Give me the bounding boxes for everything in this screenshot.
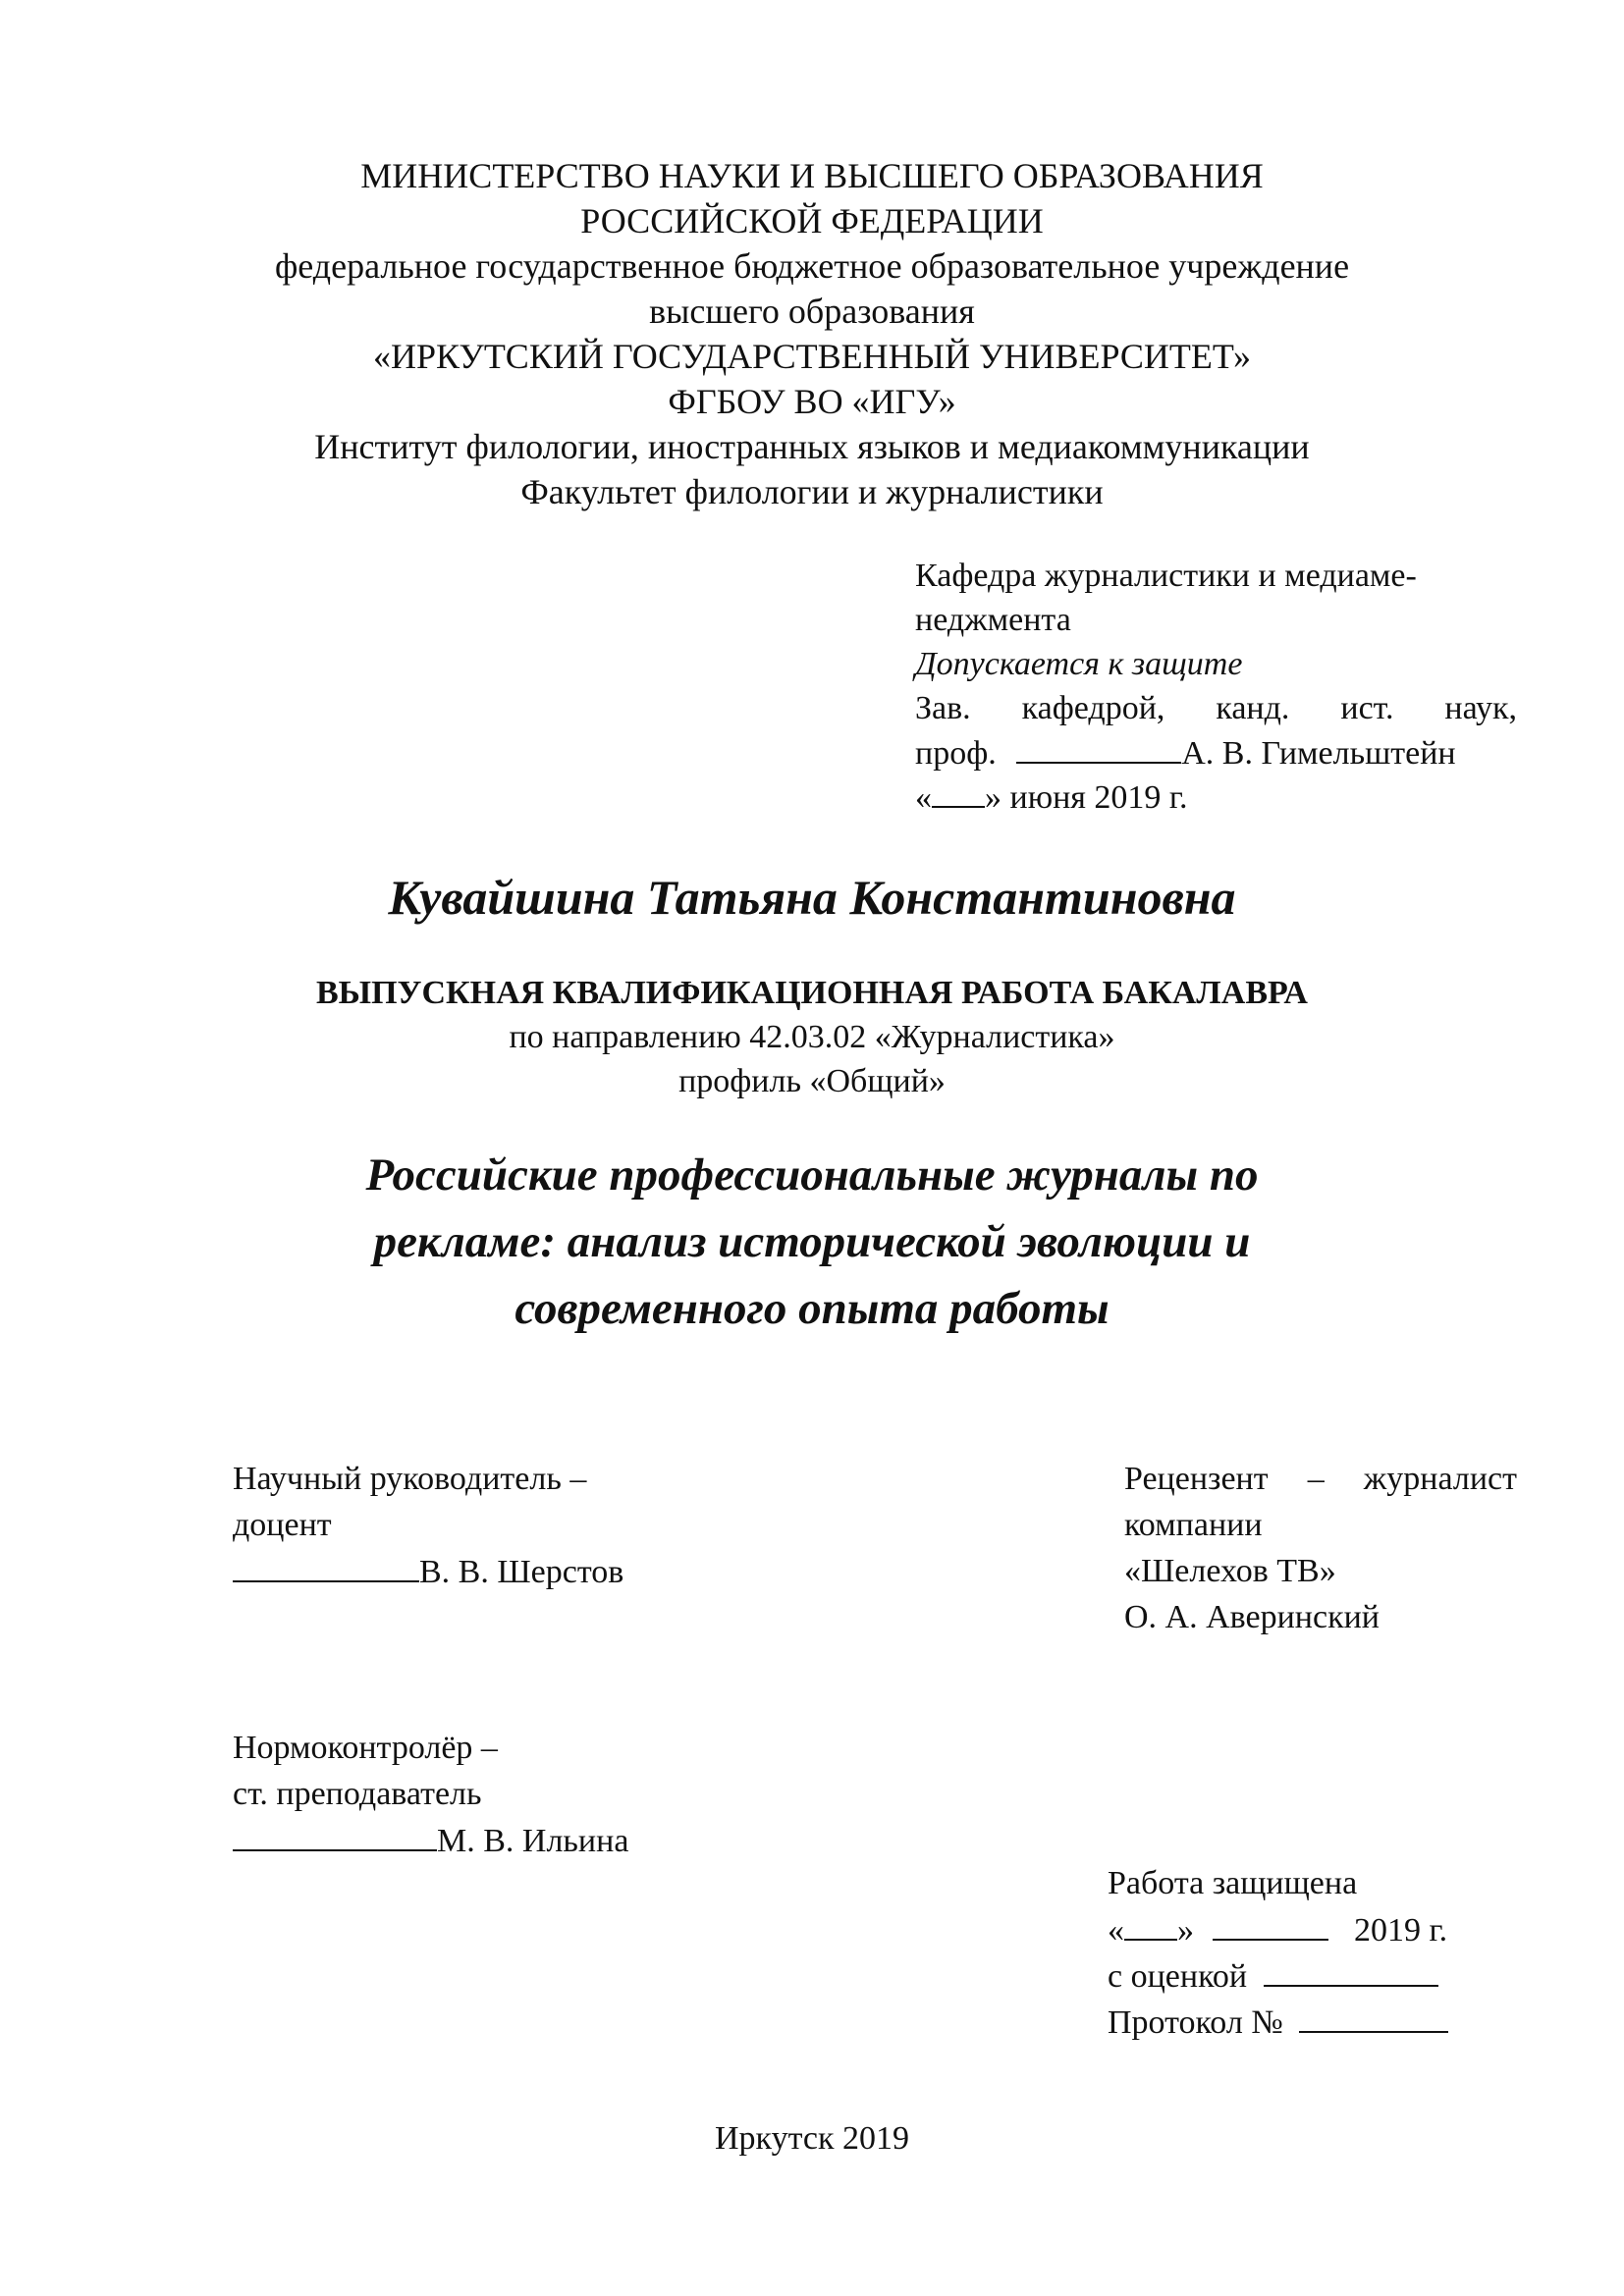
supervisor-role: Научный руководитель – [233,1461,587,1497]
professor-name: А. В. Гимельштейн [1181,735,1456,772]
faculty-name: Факультет филологии и журналистики [520,472,1104,511]
university-name: «ИРКУТСКИЙ ГОСУДАРСТВЕННЫЙ УНИВЕРСИТЕТ» [373,337,1251,376]
supervisor-signature-line [233,1553,623,1591]
signature-blank [233,1822,437,1851]
reviewer-dash: – [1307,1461,1325,1497]
work-type: ВЫПУСКНАЯ КВАЛИФИКАЦИОННАЯ РАБОТА БАКАЛАВРА [316,975,1308,1011]
protocol-line [1108,2003,1448,2042]
prof-prefix: проф. [915,735,997,772]
topic-line-2: рекламе: анализ исторической эволюции и [373,1216,1251,1267]
university-abbr: ФГБОУ ВО «ИГУ» [668,382,956,421]
signature-blank [1016,734,1181,764]
grade-label: с оценкой [1108,1958,1248,1995]
study-direction: по направлению 42.03.02 «Журналистика» [509,1019,1115,1055]
author-name: Кувайшина Татьяна Константиновна [388,870,1236,925]
topic-line-1: Российские профессиональные журналы по [365,1149,1259,1201]
head-of-department-line: Зав. кафедрой, канд. ист. наук, [915,690,1517,726]
day-blank [932,778,985,808]
approval-date-line [915,778,1188,817]
admitted-to-defense: Допускается к защите [915,646,1243,682]
defense-year: 2019 г. [1354,1912,1448,1949]
institution-type: федеральное государственное бюджетное образовательное учреждение [274,246,1350,286]
professor-signature-line [915,734,1456,773]
institute-name: Институт филологии, иностранных языков и медиакоммуникации [314,427,1310,466]
supervisor-name: В. В. Шерстов [419,1554,624,1590]
signature-blank [233,1553,419,1582]
normcontrol-role: Нормоконтролёр – [233,1730,498,1766]
reviewer-name: О. А. Аверинский [1124,1599,1380,1635]
reviewer-role [1124,1461,1517,1498]
protocol-label: Протокол № [1108,2004,1283,2041]
reviewer-profession: журналист [1363,1461,1517,1497]
normcontrol-signature-line [233,1822,628,1860]
day-blank [1124,1911,1177,1941]
topic-line-3: современного опыта работы [514,1283,1110,1334]
defense-date-line [1108,1911,1447,1949]
date-quote-open: « [1108,1912,1124,1949]
department-text: Кафедра журналистики и медиаме- [915,558,1417,594]
city-year: Иркутск 2019 [715,2120,909,2157]
reviewer-label: Рецензент [1124,1461,1269,1497]
date-quote-close: » [1177,1912,1194,1949]
reviewer-company-label: компании [1124,1507,1263,1543]
date-rest: » июня 2019 г. [985,779,1188,816]
defense-title: Работа защищена [1108,1865,1358,1901]
ministry-line-1: МИНИСТЕРСТВО НАУКИ И ВЫСШЕГО ОБРАЗОВАНИЯ [360,156,1264,195]
supervisor-position: доцент [233,1507,332,1543]
date-quote-open: « [915,779,932,816]
normcontrol-position: ст. преподаватель [233,1776,482,1812]
ministry-line-2: РОССИЙСКОЙ ФЕДЕРАЦИИ [580,201,1044,240]
department-line-2: неджмента [915,602,1071,638]
month-blank [1213,1911,1328,1941]
grade-blank [1264,1957,1438,1987]
protocol-blank [1299,2003,1448,2033]
grade-line [1108,1957,1438,1996]
reviewer-company: «Шелехов ТВ» [1124,1553,1336,1589]
normcontrol-name: М. В. Ильина [437,1823,629,1859]
education-level: высшего образования [649,292,975,331]
department-line-1 [915,558,1517,595]
study-profile: профиль «Общий» [678,1063,946,1099]
